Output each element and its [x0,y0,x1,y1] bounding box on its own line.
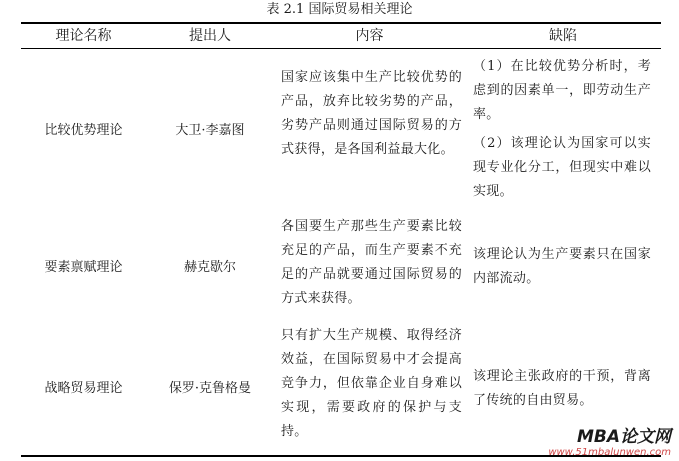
row2-defect: 该理论认为生产要素只在国家内部流动。 [473,247,651,286]
table-header-rule [21,48,661,49]
watermark-url: www.51mbalunwen.com [548,447,671,458]
watermark-title: MBA论文网 [576,427,671,447]
row1-proposer: 大卫·李嘉图 [175,123,245,138]
row1-defect-1: （1）在比较优势分析时，考虑到的因素单一，即劳动生产率。 [473,59,651,122]
row2-content: 各国要生产那些生产要素比较充足的产品，而生产要素不充足的产品就要通过国际贸易的方式来获得。 [281,219,462,306]
row3-content: 只有扩大生产规模、取得经济效益，在国际贸易中才会提高竞争力，但依靠企业自身难以实现，需要政府的保护与支持。 [281,328,462,439]
watermark-logo [548,428,671,459]
header-proposer: 提出人 [189,28,231,44]
header-defect: 缺陷 [549,28,577,44]
row1-defect-2: （2）该理论认为国家可以实现专业化分工，但现实中难以实现。 [473,136,651,199]
row1-theory-name: 比较优势理论 [44,123,123,138]
row3-proposer: 保罗·克鲁格曼 [168,381,252,396]
row2-proposer: 赫克歇尔 [183,260,236,275]
row3-defect: 该理论主张政府的干预，背离了传统的自由贸易。 [473,369,651,408]
table-top-rule [21,22,661,24]
table-caption: 表 2.1 国际贸易相关理论 [266,2,413,17]
header-theory-name: 理论名称 [55,28,112,44]
row1-content: 国家应该集中生产比较优势的产品，放弃比较劣势的产品，劣势产品则通过国际贸易的方式获得，是各国利益最大化。 [281,70,462,157]
row3-theory-name: 战略贸易理论 [44,381,123,396]
header-content: 内容 [355,28,384,44]
row2-theory-name: 要素禀赋理论 [44,260,123,275]
